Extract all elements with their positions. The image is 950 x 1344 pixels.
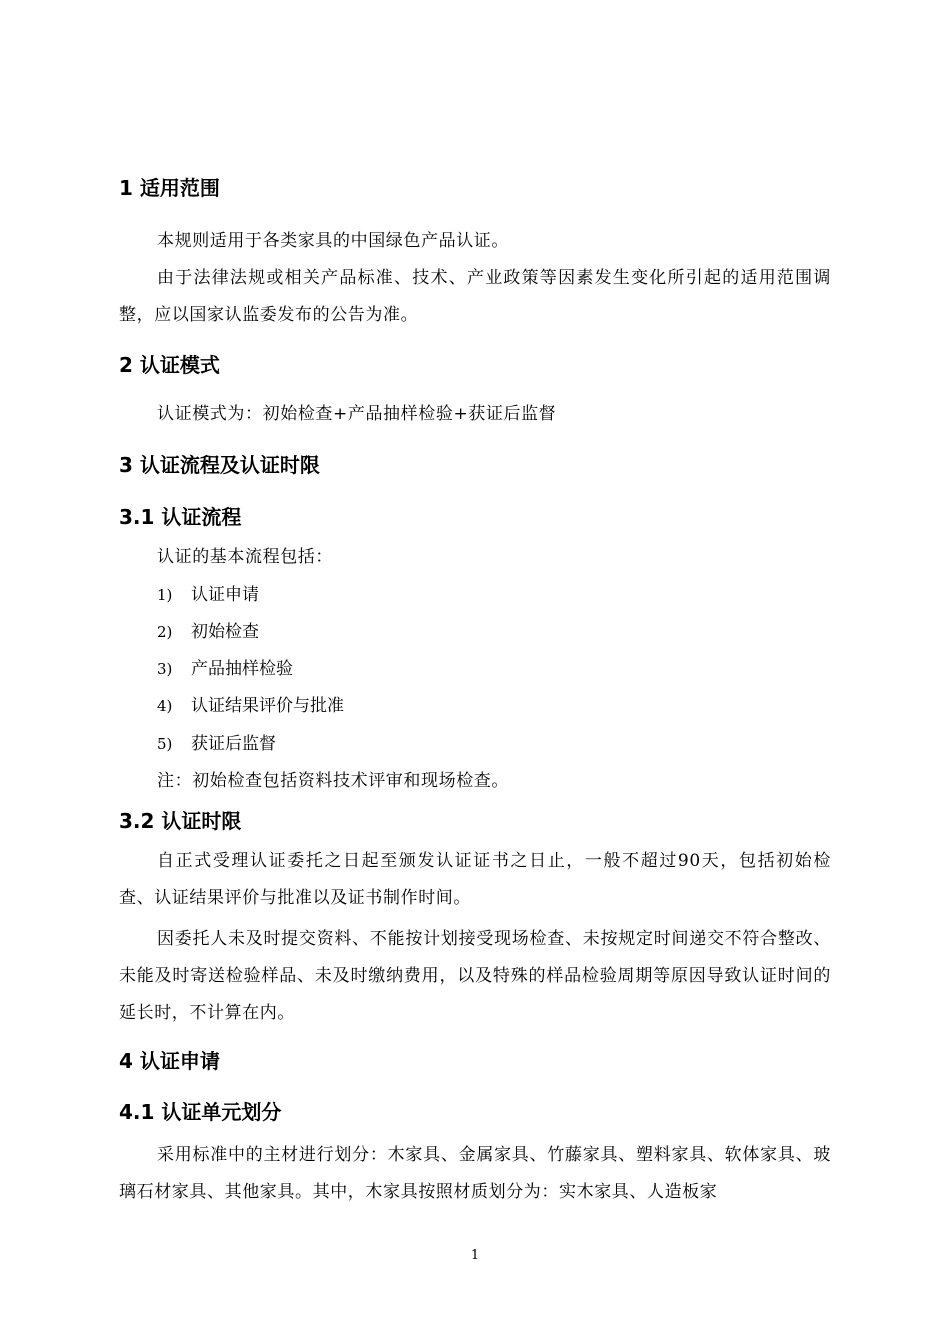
- section-2-heading: 2 认证模式: [119, 353, 220, 377]
- section-3-1-note: 注：初始检查包括资料技术评审和现场检查。: [157, 771, 509, 791]
- list-item-number: 1): [157, 586, 173, 604]
- list-item-number: 3): [157, 660, 173, 678]
- section-3-2-paragraph-1: 自正式受理认证委托之日起至颁发认证证书之日止，一般不超过90天，包括初始检查、认证结果评价与批准以及证书制作时间。: [119, 851, 831, 908]
- list-item-number: 2): [157, 623, 173, 641]
- page-number: 1: [470, 1248, 480, 1263]
- list-item-text: 初始检查: [191, 622, 259, 642]
- list-item: [157, 694, 344, 718]
- list-item: [157, 657, 293, 681]
- section-3-heading: 3 认证流程及认证时限: [119, 453, 320, 477]
- section-3-2-paragraph-2: 因委托人未及时提交资料、不能按计划接受现场检查、未按规定时间递交不符合整改、未能及时寄送检验样品、未及时缴纳费用，以及特殊的样品检验周期等原因导致认证时间的延长时，不计算在内。: [119, 929, 831, 1023]
- section-3-2-heading: 3.2 认证时限: [119, 809, 242, 833]
- list-item: [157, 732, 276, 756]
- list-item-text: 产品抽样检验: [191, 659, 293, 679]
- list-item-number: 4): [157, 697, 173, 715]
- section-3-1-heading: 3.1 认证流程: [119, 505, 242, 529]
- section-1-paragraph-1: 本规则适用于各类家具的中国绿色产品认证。: [157, 231, 509, 251]
- section-1-paragraph-2: 由于法律法规或相关产品标准、技术、产业政策等因素发生变化所引起的适用范围调整，应以国家认监委发布的公告为准。: [119, 268, 831, 325]
- list-item: [157, 620, 259, 644]
- list-item-text: 认证申请: [191, 585, 259, 605]
- section-2-paragraph: 认证模式为：初始检查+产品抽样检验+获证后监督: [157, 404, 557, 424]
- list-item-text: 认证结果评价与批准: [191, 696, 344, 716]
- list-item-text: 获证后监督: [191, 734, 276, 754]
- list-item-number: 5): [157, 735, 173, 753]
- section-4-1-heading: 4.1 认证单元划分: [119, 1100, 282, 1124]
- section-4-heading: 4 认证申请: [119, 1049, 220, 1073]
- section-1-heading: 1 适用范围: [119, 176, 220, 200]
- section-3-1-intro: 认证的基本流程包括：: [157, 547, 333, 567]
- list-item: [157, 583, 259, 607]
- section-4-1-paragraph: 采用标准中的主材进行划分：木家具、金属家具、竹藤家具、塑料家具、软体家具、玻璃石材家具、其他家具。其中，木家具按照材质划分为：实木家具、人造板家: [119, 1145, 831, 1202]
